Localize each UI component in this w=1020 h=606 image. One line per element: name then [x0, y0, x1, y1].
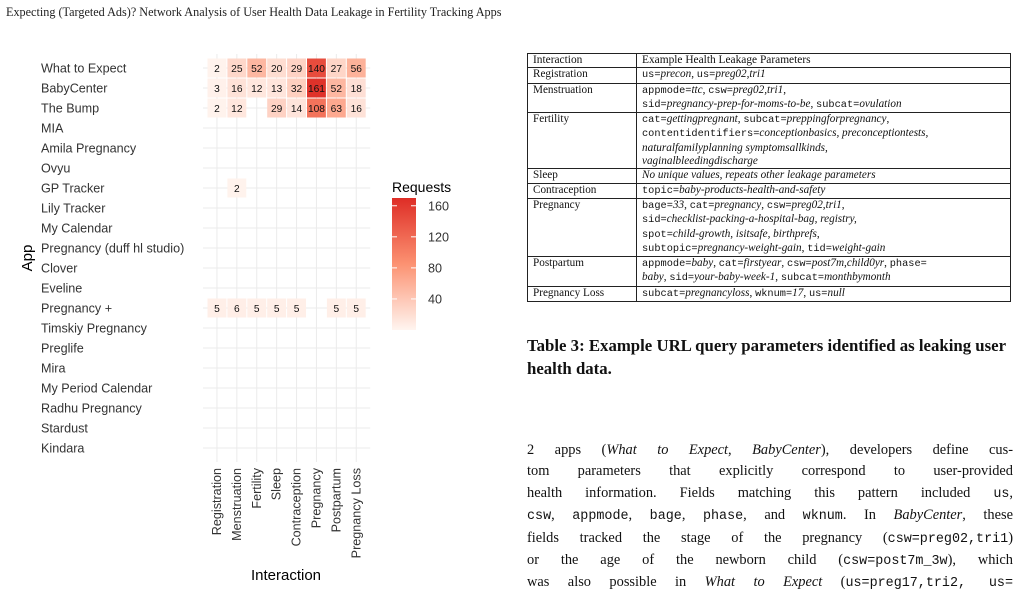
heatmap-cell-label: 6: [234, 303, 240, 315]
param-value: BabyCenter: [752, 442, 821, 458]
param-value: pregnancy-weight-gain: [697, 241, 802, 254]
body-line: or the age of the newborn child (csw=post7m_3w), which: [527, 552, 1014, 570]
interaction-cell: Registration: [528, 68, 637, 83]
interaction-label: Registration: [209, 468, 224, 536]
app-label: MIA: [41, 121, 64, 136]
param-name: appmode=: [642, 258, 692, 271]
heatmap-cell-label: 5: [293, 303, 300, 315]
parameters-cell: [637, 183, 1011, 198]
param-value: pregnancyloss: [685, 286, 750, 299]
param-name: us=preg17,tri2, us=: [845, 576, 1013, 592]
y-axis-title: App: [19, 244, 36, 272]
param-name: phase=: [889, 258, 927, 271]
table-row: [528, 68, 1011, 83]
body-paragraph: [527, 440, 1013, 595]
param-name: csw=: [787, 258, 812, 271]
param-value: pregnancy-prep-for-moms-to-be: [666, 97, 811, 110]
param-value: conceptionbasics, preconceptiontests,: [759, 127, 929, 140]
param-value: 33: [672, 198, 685, 211]
param-name: csw=preg02,tri1: [887, 531, 1009, 547]
legend-title: Requests: [392, 179, 452, 195]
interaction-cell: Contraception: [528, 183, 637, 198]
interaction-cell: Pregnancy: [528, 198, 637, 256]
heatmap-cell-label: 63: [330, 103, 343, 115]
app-label: Lily Tracker: [41, 201, 106, 216]
param-value: preg02,tri1: [715, 68, 766, 81]
param-value: baby: [691, 257, 714, 270]
param-name: cat=: [689, 199, 715, 212]
app-label: What to Expect: [41, 61, 127, 76]
param-value: No unique values, repeats other leakage parameters: [642, 169, 876, 182]
heatmap-cell-label: 12: [231, 103, 243, 115]
param-value: precon: [660, 68, 692, 81]
heatmap-cell-label: 27: [330, 63, 343, 75]
param-name: sid=: [642, 98, 667, 111]
legend: [392, 179, 451, 330]
param-name: cat=: [642, 114, 667, 127]
param-name: subcat=: [743, 114, 787, 127]
interaction-label: Postpartum: [329, 468, 344, 533]
interaction-cell: Fertility: [528, 113, 637, 169]
param-value: naturalfamilyplanning symptomsallkinds,: [642, 141, 828, 154]
body-line: csw, appmode, bage, phase, and wknum. In BabyCenter, these: [527, 507, 1013, 525]
heatmap-cell-label: 140: [307, 63, 325, 75]
param-name: subtopic=: [642, 242, 698, 255]
body-line: health information. Fields matching this pattern included us,: [527, 484, 1013, 502]
param-value: monthbymonth: [824, 271, 891, 284]
param-value: weight-gain: [831, 241, 886, 254]
table-header-params: Example Health Leakage Parameters: [637, 54, 1011, 68]
app-label: Radhu Pregnancy: [41, 401, 142, 416]
body-line: was also possible in What to Expect (us=preg17,tri2, us=: [527, 574, 1013, 592]
app-label: My Period Calendar: [41, 381, 153, 396]
interaction-label: Pregnancy Loss: [349, 468, 364, 559]
heatmap-cell-label: 16: [350, 103, 362, 115]
heatmap-cell-label: 2: [234, 183, 240, 195]
heatmap-cell-label: 32: [290, 83, 303, 95]
table-row: [528, 286, 1011, 301]
param-name: cat=: [718, 258, 744, 271]
param-value: child-growth, isitsafe, birthprefs: [672, 227, 817, 240]
heatmap-cell-label: 25: [231, 63, 243, 75]
param-name: appmode: [572, 509, 629, 525]
legend-colorbar: [392, 198, 416, 330]
interaction-label: Menstruation: [229, 468, 244, 541]
legend-tick-label: 80: [428, 261, 443, 276]
heatmap-cell-label: 29: [270, 103, 283, 115]
heatmap-cell-label: 2: [214, 63, 220, 75]
param-name: wknum=: [755, 287, 793, 300]
parameters-cell: appmode=ttc, csw=preg02,tri1, sid=pregnancy-prep-for-moms-to-be, subcat=ovulation: [637, 83, 1011, 113]
param-name: contentidentifiers=: [642, 128, 760, 141]
app-label: The Bump: [41, 101, 100, 116]
heatmap-cell-label: 2: [214, 103, 220, 115]
body-line: fields tracked the stage of the pregnancy (csw=preg02,tri1): [527, 529, 1013, 547]
param-name: subcat=: [642, 287, 686, 300]
legend-tick-label: 160: [428, 199, 450, 214]
param-name: subcat=: [780, 272, 825, 285]
param-value: vaginalbleedingdischarge: [642, 155, 758, 168]
param-value: gettingpregnant: [666, 113, 738, 126]
param-value: preg02,tri1: [732, 83, 784, 96]
interaction-label: Fertility: [249, 468, 264, 509]
param-name: sid=: [642, 214, 667, 227]
heatmap-cell-label: 13: [270, 83, 283, 95]
app-label: BabyCenter: [41, 81, 108, 96]
app-label: Preglife: [41, 341, 84, 356]
parameters-cell: subcat=pregnancyloss, wknum=17, us=null: [637, 286, 1011, 301]
heatmap-cell-label: 52: [251, 63, 263, 75]
heatmap-cell-label: 12: [251, 83, 263, 95]
param-value: pregnancy: [714, 198, 762, 211]
heatmap-cell-label: 56: [350, 63, 362, 75]
heatmap-cell-label: 5: [214, 303, 220, 315]
interaction-cell: Pregnancy Loss: [528, 286, 637, 301]
table-row: [528, 83, 1011, 113]
param-name: us=: [808, 287, 828, 300]
app-label: Amila Pregnancy: [41, 141, 137, 156]
param-value: preg02,tri1: [791, 198, 842, 211]
heatmap-cell-label: 5: [273, 303, 280, 315]
param-name: bage=: [642, 199, 673, 212]
app-label: My Calendar: [41, 221, 113, 236]
table-caption: Table 3: Example URL query parameters identified as leaking user health data.: [527, 336, 1006, 378]
param-name: bage: [649, 509, 682, 525]
app-label: Ovyu: [41, 161, 71, 176]
param-name: csw=: [766, 199, 792, 212]
interaction-cell: Menstruation: [528, 83, 637, 113]
interaction-cell: Postpartum: [528, 257, 637, 287]
heatmap-cell-label: 52: [330, 83, 343, 95]
app-label: Pregnancy (duff hl studio): [41, 241, 185, 256]
param-value: post7m,child0yr: [811, 257, 885, 270]
app-label: Timskiy Pregnancy: [41, 321, 147, 336]
table-body: [528, 68, 1011, 302]
param-value: BabyCenter: [893, 507, 963, 524]
table-row: [528, 198, 1011, 256]
param-value: ttc: [691, 83, 703, 96]
body-line: 2 apps (What to Expect, BabyCenter), developers define cus-: [527, 442, 1014, 458]
heatmap-figure: [0, 0, 500, 606]
interaction-label: Contraception: [289, 468, 304, 547]
param-name: us=: [696, 69, 716, 82]
param-value: What to Expect: [704, 574, 823, 591]
table-3-container: [527, 53, 1011, 302]
app-label: Stardust: [41, 421, 88, 436]
heatmap-cell-label: 3: [214, 83, 220, 95]
parameters-cell: cat=gettingpregnant, subcat=preppingforpregnancy, contentidentifiers=conceptionbasics, preconceptiontests, naturalfamilyplanning symptomsallkinds, vaginalbleedingdischarge: [637, 113, 1011, 169]
params-table: [527, 53, 1011, 302]
app-label: Clover: [41, 261, 78, 276]
interaction-cell: Sleep: [528, 169, 637, 183]
param-name: csw: [527, 509, 552, 525]
interaction-label: Sleep: [269, 468, 284, 501]
param-name: spot=: [642, 228, 673, 241]
param-name: csw=post7m_3w: [843, 554, 948, 570]
app-label: Pregnancy +: [41, 301, 113, 316]
heatmap-cell-label: 5: [253, 303, 260, 315]
heatmap-cell-label: 5: [333, 303, 340, 315]
param-name: us=: [642, 69, 661, 82]
param-value: 17: [792, 286, 804, 299]
body-line: tom parameters that explicitly correspond to user-provided: [527, 463, 1013, 480]
param-value: firstyear: [743, 257, 782, 270]
param-name: us: [993, 486, 1010, 502]
x-axis-title: Interaction: [250, 567, 322, 584]
param-value: null: [827, 286, 845, 299]
heatmap-cell-label: 108: [307, 103, 325, 115]
param-value: preppingforpregnancy: [786, 113, 887, 126]
heatmap-cell-label: 18: [350, 83, 362, 95]
param-value: baby-products-health-and-safety: [679, 183, 826, 196]
param-name: tid=: [807, 242, 832, 255]
app-label: Kindara: [41, 441, 85, 456]
param-value: baby: [642, 271, 664, 284]
running-header: Expecting (Targeted Ads)? Network Analysis of User Health Data Leakage in Fertility Tracking Apps: [6, 5, 502, 19]
param-name: topic=: [642, 184, 680, 197]
parameters-cell: bage=33, cat=pregnancy, csw=preg02,tri1, sid=checklist-packing-a-hospital-bag, registry, spot=child-growth, isitsafe, birthprefs, subtopic=pregnancy-weight-gain, tid=weight-gain: [637, 198, 1011, 256]
heatmap-cell-label: 5: [353, 303, 360, 315]
legend-tick-label: 120: [428, 230, 450, 245]
param-name: wknum: [802, 509, 843, 525]
heatmap-cell-label: 161: [307, 83, 325, 95]
parameters-cell: appmode=baby, cat=firstyear, csw=post7m,child0yr, phase= baby, sid=your-baby-week-1, subcat=monthbymonth: [637, 257, 1011, 287]
param-value: What to Expect: [606, 442, 729, 458]
interaction-label: Pregnancy: [309, 468, 324, 529]
interaction-tick-labels: [210, 467, 363, 558]
table-row: [528, 113, 1011, 169]
app-label: Eveline: [41, 281, 83, 296]
heatmap-cell-label: 20: [270, 63, 283, 75]
table-row: [528, 257, 1011, 287]
param-name: subcat=: [816, 98, 860, 111]
table-row: [528, 169, 1011, 183]
app-label: Mira: [41, 361, 66, 376]
legend-tick-label: 40: [428, 292, 443, 307]
heatmap-cell-label: 29: [290, 63, 303, 75]
param-name: appmode=: [642, 84, 692, 97]
param-name: sid=: [669, 272, 695, 285]
app-tick-labels: [41, 62, 184, 456]
table-header-row: [528, 54, 1011, 68]
heatmap-cell-label: 16: [231, 83, 243, 95]
param-name: phase: [702, 509, 744, 525]
param-value: checklist-packing-a-hospital-bag, registry,: [666, 213, 857, 226]
app-label: GP Tracker: [41, 181, 105, 196]
table-header-interaction: Interaction: [528, 54, 637, 68]
param-name: csw=: [708, 84, 733, 97]
parameters-cell: [637, 169, 1011, 183]
param-value: your-baby-week-1: [694, 271, 776, 284]
heatmap-cell-label: 14: [290, 103, 303, 115]
parameters-cell: us=precon, us=preg02,tri1: [637, 68, 1011, 83]
table-row: [528, 183, 1011, 198]
param-value: ovulation: [859, 97, 902, 110]
